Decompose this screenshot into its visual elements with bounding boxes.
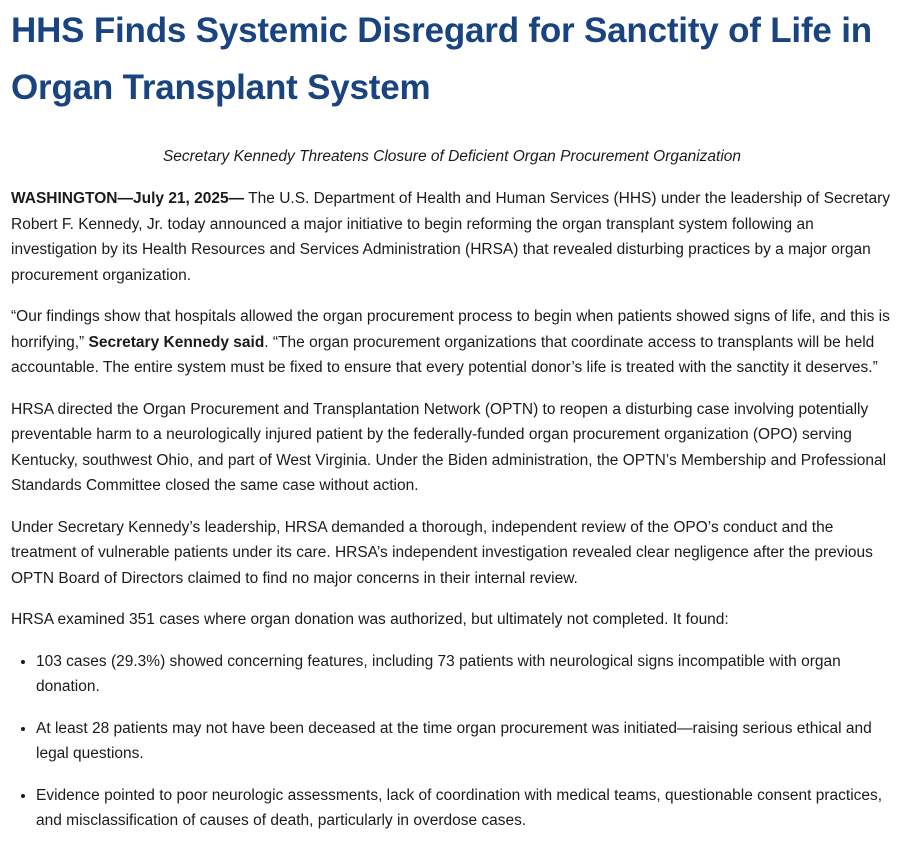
paragraph-investigation: Under Secretary Kennedy’s leadership, HRSA demanded a thorough, independent review of the OPO’s conduct and the treatment of vulnerable patients under its care. HRSA’s independent investigation revealed clear negligence after the previous OPTN Board of Directors claimed to find no major concerns in their internal review.	[11, 518, 873, 587]
list-item: • Evidence pointed to poor neurologic assessments, lack of coordination with medical teams, questionable consent practices, and misclassification of causes of death, particularly in overdose cases.	[36, 783, 893, 834]
paragraph-quote	[11, 304, 893, 381]
list-item: • At least 28 patients may not have been deceased at the time organ procurement was initiated—raising serious ethical and legal questions.	[36, 716, 893, 767]
quote-speaker: Secretary Kennedy said	[88, 333, 265, 351]
paragraph-optn-case: HRSA directed the Organ Procurement and Transplantation Network (OPTN) to reopen a disturbing case involving potentially preventable harm to a neurologically injured patient by the federally-funded organ procurement organization (OPO) serving Kentucky, southwest Ohio, and part of West Virginia. Under the Biden administration, the OPTN’s Membership and Professional Standards Committee closed the same case without action.	[11, 400, 887, 494]
paragraph-intro	[11, 186, 893, 288]
paragraph-intro-text: The U.S. Department of Health and Human Services (HHS) under the leadership of Secretary Robert F. Kennedy, Jr. today announced a major initiative to begin reforming the organ transplant system following an investigation by its Health Resources and Services Administration (HRSA) that revealed disturbing practices by a major organ procurement organization.	[11, 190, 891, 284]
quote-end: . “The organ procurement organizations that coordinate access to transplants will be held accountable. The entire system must be fixed to ensure that every potential donor’s life is treated with the sanctity it deserves.”	[11, 333, 878, 376]
paragraph-findings-intro: HRSA examined 351 cases where organ donation was authorized, but ultimately not completed. It found:	[11, 611, 729, 628]
page-title: HHS Finds Systemic Disregard for Sanctity of Life in Organ Transplant System	[11, 11, 872, 107]
quote-start: “Our findings show that hospitals allowed the organ procurement process to begin when patients showed signs of life, and this is horrifying,”	[11, 308, 890, 351]
list-item: • 103 cases (29.3%) showed concerning features, including 73 patients with neurological signs incompatible with organ donation.	[36, 649, 893, 700]
dateline: WASHINGTON—July 21, 2025—	[11, 190, 245, 207]
findings-list	[11, 649, 893, 834]
subtitle: Secretary Kennedy Threatens Closure of Deficient Organ Procurement Organization	[162, 148, 742, 165]
